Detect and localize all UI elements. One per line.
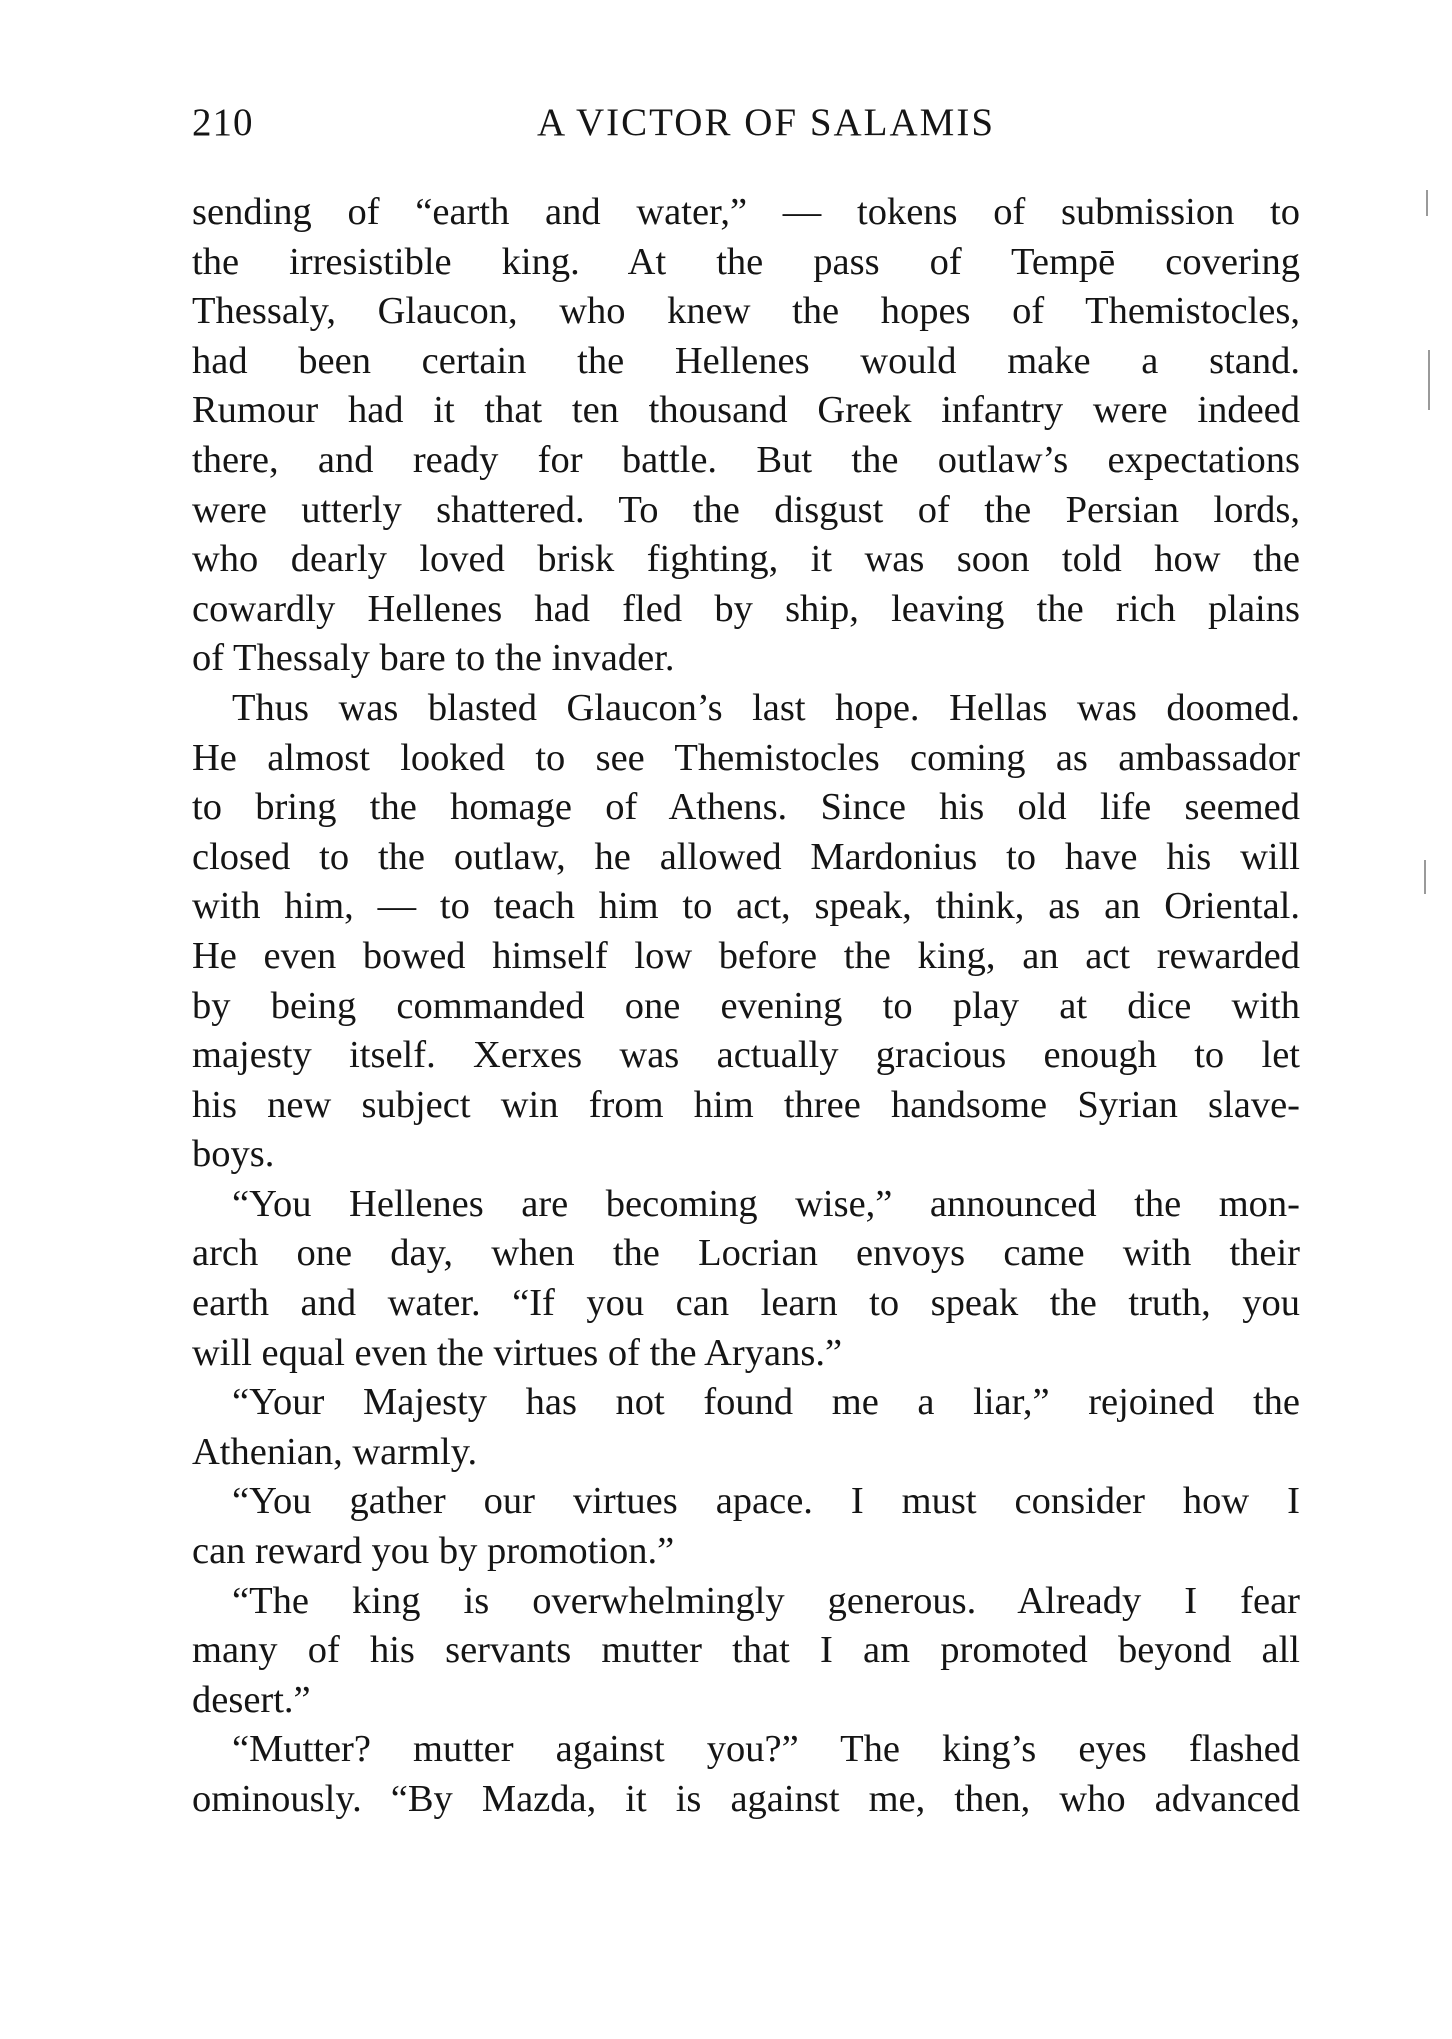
margin-scan-mark	[1426, 190, 1428, 216]
text-line: Thessaly, Glaucon, who knew the hopes of Themistocles,	[192, 290, 1300, 333]
text-line: his new subject win from him three handsome Syrian slave-	[192, 1083, 1300, 1126]
running-title: A VICTOR OF SALAMIS	[536, 101, 996, 144]
text-line: Athenian, warmly.	[192, 1430, 478, 1473]
text-line: “Mutter? mutter against you?” The king’s eyes flashed	[232, 1728, 1300, 1771]
text-line: to bring the homage of Athens. Since his old life seemed	[192, 786, 1300, 829]
text-line: had been certain the Hellenes would make a stand.	[192, 339, 1300, 382]
text-line: He even bowed himself low before the king, an act rewarded	[192, 934, 1300, 977]
text-line: will equal even the virtues of the Aryans.”	[192, 1331, 843, 1374]
text-line: boys.	[192, 1133, 275, 1176]
body-text	[192, 188, 1300, 1825]
margin-scan-mark	[1424, 860, 1426, 894]
text-line: ominously. “By Mazda, it is against me, then, who advanced	[192, 1778, 1300, 1820]
text-line: arch one day, when the Locrian envoys came with their	[192, 1232, 1300, 1275]
text-line: closed to the outlaw, he allowed Mardonius to have his will	[192, 835, 1300, 878]
text-line: He almost looked to see Themistocles coming as ambassador	[192, 736, 1300, 779]
text-line: earth and water. “If you can learn to speak the truth, you	[192, 1282, 1300, 1325]
text-line: cowardly Hellenes had fled by ship, leaving the rich plains	[192, 587, 1300, 630]
text-line: who dearly loved brisk fighting, it was soon told how the	[192, 538, 1300, 581]
text-line: “Your Majesty has not found me a liar,” rejoined the	[232, 1381, 1300, 1424]
text-line: desert.”	[192, 1678, 311, 1721]
page-number: 210	[192, 101, 254, 144]
text-line: sending of “earth and water,” — tokens of submission to	[192, 191, 1300, 233]
text-line: “You Hellenes are becoming wise,” announced the mon-	[232, 1182, 1300, 1225]
text-line: majesty itself. Xerxes was actually gracious enough to let	[192, 1034, 1300, 1077]
running-head	[192, 98, 1300, 148]
text-line: by being commanded one evening to play at dice with	[192, 984, 1300, 1027]
text-line: Thus was blasted Glaucon’s last hope. Hellas was doomed.	[232, 686, 1300, 729]
text-line: there, and ready for battle. But the outlaw’s expectations	[192, 438, 1300, 481]
text-line: can reward you by promotion.”	[192, 1530, 675, 1573]
text-line: many of his servants mutter that I am promoted beyond all	[192, 1629, 1300, 1672]
text-line: were utterly shattered. To the disgust of the Persian lords,	[192, 488, 1300, 531]
text-line: of Thessaly bare to the invader.	[192, 637, 675, 680]
text-line: “You gather our virtues apace. I must consider how I	[232, 1480, 1300, 1523]
text-line: with him, — to teach him to act, speak, think, as an Oriental.	[192, 885, 1300, 928]
text-line: “The king is overwhelmingly generous. Already I fear	[232, 1579, 1300, 1622]
text-line: the irresistible king. At the pass of Tempē covering	[192, 240, 1300, 283]
margin-scan-mark	[1428, 350, 1430, 410]
text-line: Rumour had it that ten thousand Greek infantry were indeed	[192, 389, 1300, 432]
